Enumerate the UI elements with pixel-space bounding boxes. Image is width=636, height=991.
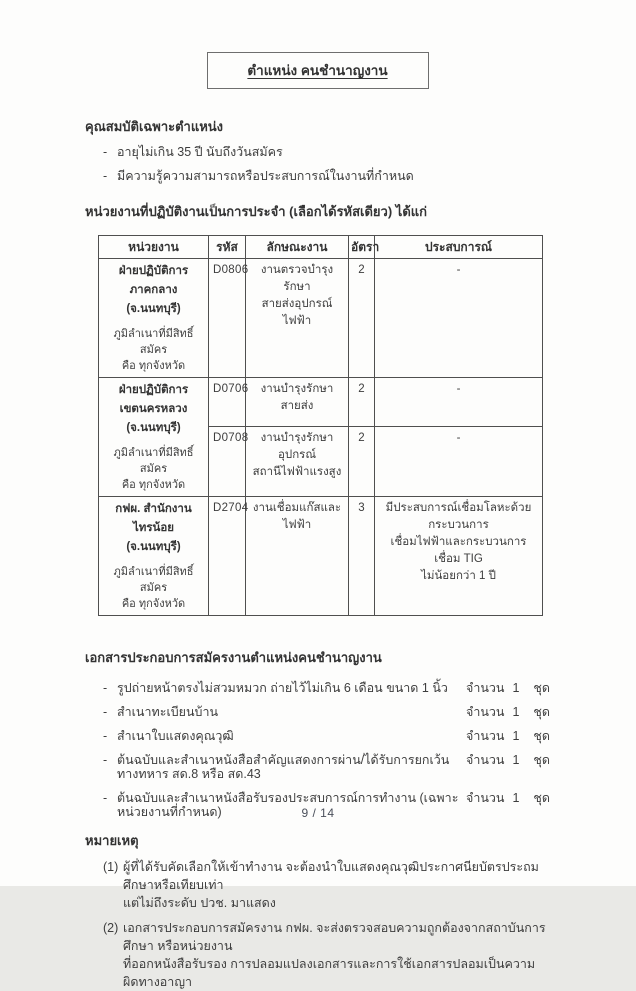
column-header-job: ลักษณะงาน — [246, 236, 349, 259]
note-number: (2) — [103, 921, 119, 935]
dash-bullet: - — [103, 169, 108, 183]
job-experience: - — [375, 378, 543, 427]
count-unit: ชุด — [533, 753, 550, 767]
dash-bullet: - — [103, 729, 108, 743]
job-code: D0708 — [209, 427, 246, 497]
note-text: ผู้ที่ได้รับคัดเลือกให้เข้าทำงาน จะต้องนำใบแสดงคุณวุฒิประกาศนียบัตรประถมศึกษาหรือเทียบเท่า แต่ไม่ถึงระดับ ปวช. มาแสดง — [123, 860, 539, 910]
units-intro: หน่วยงานที่ปฏิบัติงานเป็นการประจำ (เลือกได้รหัสเดียว) ได้แก่ — [85, 204, 428, 219]
note-text: เอกสารประกอบการสมัครงาน กฟผ. จะส่งตรวจสอบความถูกต้องจากสถาบันการศึกษา หรือหน่วยงาน ที่ออกหนังสือรับรอง การปลอมแปลงเอกสารและการใช้เอกสารปลอมเป็นความผิดทางอาญา — [123, 921, 546, 989]
count-label: จำนวน — [466, 705, 505, 719]
unit-domicile-note: ภูมิลำเนาที่มีสิทธิ์สมัคร คือ ทุกจังหวัด — [113, 328, 194, 372]
page-title: ตำแหน่ง คนชำนาญงาน — [247, 63, 388, 78]
count-qty: 1 — [512, 705, 520, 719]
document-text: สำเนาใบแสดงคุณวุฒิ — [117, 729, 234, 743]
job-experience: มีประสบการณ์เชื่อมโลหะด้วยกระบวนการ เชื่อมไฟฟ้าและกระบวนการเชื่อม TIG ไม่น้อยกว่า 1 ปี — [375, 497, 543, 616]
column-header-unit: หน่วยงาน — [99, 236, 209, 259]
job-code: D2704 — [209, 497, 246, 616]
count-qty: 1 — [512, 681, 520, 695]
job-code: D0706 — [209, 378, 246, 427]
job-experience: - — [375, 259, 543, 378]
list-item — [103, 169, 550, 184]
job-experience: - — [375, 427, 543, 497]
qualifications-heading: คุณสมบัติเฉพาะตำแหน่ง — [85, 119, 224, 134]
dash-bullet: - — [103, 145, 108, 159]
dash-bullet: - — [103, 791, 108, 805]
job-rate: 2 — [349, 427, 375, 497]
count-label: จำนวน — [466, 681, 505, 695]
document-text: สำเนาทะเบียนบ้าน — [117, 705, 219, 719]
page-number: 9 / 14 — [301, 806, 335, 820]
count-label: จำนวน — [466, 791, 505, 805]
job-description: งานบำรุงรักษาอุปกรณ์ สถานีไฟฟ้าแรงสูง — [246, 427, 349, 497]
count-qty: 1 — [512, 791, 520, 805]
title-box — [207, 52, 429, 89]
table-header-row — [99, 236, 543, 259]
note-item — [103, 858, 550, 912]
table-row — [99, 497, 543, 616]
job-description: งานบำรุงรักษาสายส่ง — [246, 378, 349, 427]
list-item — [103, 681, 550, 695]
column-header-rate: อัตรา — [349, 236, 375, 259]
qualification-text: อายุไม่เกิน 35 ปี นับถึงวันสมัคร — [117, 145, 283, 159]
count-label: จำนวน — [466, 729, 505, 743]
unit-name: ฝ่ายปฏิบัติการ ภาคกลาง (จ.นนทบุรี) — [118, 265, 189, 315]
list-item — [103, 705, 550, 719]
count-label: จำนวน — [466, 753, 505, 767]
table-row — [99, 259, 543, 378]
document-text: ต้นฉบับและสำเนาหนังสือรับรองประสบการณ์การทำงาน (เฉพาะหน่วยงานที่กำหนด) — [117, 791, 459, 819]
documents-heading: เอกสารประกอบการสมัครงานตำแหน่งคนชำนาญงาน — [85, 650, 382, 665]
unit-cell — [99, 259, 209, 378]
dash-bullet: - — [103, 705, 108, 719]
qualification-text: มีความรู้ความสามารถหรือประสบการณ์ในงานที่กำหนด — [117, 169, 414, 183]
job-rate: 3 — [349, 497, 375, 616]
count-unit: ชุด — [533, 681, 550, 695]
unit-domicile-note: ภูมิลำเนาที่มีสิทธิ์สมัคร คือ ทุกจังหวัด — [113, 447, 194, 491]
document-text: ต้นฉบับและสำเนาหนังสือสำคัญแสดงการผ่าน/ได้รับการยกเว้นทางทหาร สด.8 หรือ สด.43 — [117, 753, 450, 781]
list-item — [103, 753, 550, 781]
note-item — [103, 919, 550, 991]
job-code: D0806 — [209, 259, 246, 378]
note-number: (1) — [103, 860, 119, 874]
job-rate: 2 — [349, 259, 375, 378]
column-header-experience: ประสบการณ์ — [375, 236, 543, 259]
count-unit: ชุด — [533, 791, 550, 805]
qualifications-list — [85, 145, 550, 184]
documents-list — [85, 681, 550, 819]
unit-name: กฟผ. สำนักงานไทรน้อย (จ.นนทบุรี) — [115, 503, 192, 553]
count-unit: ชุด — [533, 729, 550, 743]
count-unit: ชุด — [533, 705, 550, 719]
table-row — [99, 378, 543, 427]
job-description: งานตรวจบำรุงรักษา สายส่งอุปกรณ์ไฟฟ้า — [246, 259, 349, 378]
dash-bullet: - — [103, 753, 108, 767]
job-description: งานเชื่อมแก๊สและไฟฟ้า — [246, 497, 349, 616]
list-item — [103, 145, 550, 160]
unit-domicile-note: ภูมิลำเนาที่มีสิทธิ์สมัคร คือ ทุกจังหวัด — [113, 566, 194, 610]
notes-heading: หมายเหตุ — [85, 833, 139, 848]
unit-cell — [99, 497, 209, 616]
column-header-code: รหัส — [209, 236, 246, 259]
list-item — [103, 729, 550, 743]
job-rate: 2 — [349, 378, 375, 427]
unit-name: ฝ่ายปฏิบัติการ เขตนครหลวง (จ.นนทบุรี) — [118, 384, 189, 434]
document-text: รูปถ่ายหน้าตรงไม่สวมหมวก ถ่ายไว้ไม่เกิน 6 เดือน ขนาด 1 นิ้ว — [117, 681, 448, 695]
count-qty: 1 — [512, 729, 520, 743]
count-qty: 1 — [512, 753, 520, 767]
unit-cell — [99, 378, 209, 497]
dash-bullet: - — [103, 681, 108, 695]
units-table — [98, 235, 543, 616]
